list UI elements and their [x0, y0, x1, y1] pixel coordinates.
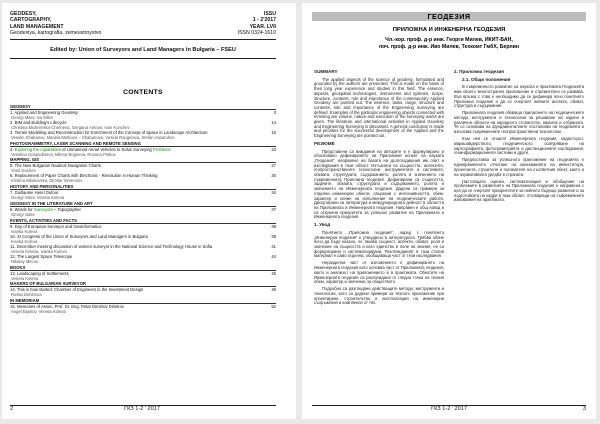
toc-page-number: 27	[271, 163, 276, 169]
toc-page-number: 3	[273, 109, 276, 115]
author-line: Чл.-кор. проф. д-р инж. Георги Милев, ИКИТ-БАН,	[385, 37, 513, 43]
toc-entry-title: 11. December meeting discussion of women surveyor in the National Science and Technology House in Sofia	[10, 243, 213, 249]
summary-heading: SUMMARY	[314, 69, 338, 74]
toc-highlighted-text: Surveyors	[33, 206, 53, 212]
journal-footer: ГКЗ 1-2 ' 2017	[124, 406, 160, 412]
toc-entry-title: 9. Day of European Surveyor and Geoinformatics	[10, 223, 102, 229]
toc-page-number: 14	[271, 119, 276, 125]
left-page	[2, 3, 296, 419]
body-paragraph: Предпоставка за успешното приложение на геодезията е едновременното отчитане на изискванията на инвеститора, проектанта, строителя и ползвателя на съответния обект, както и на нормативната уредба в страната.	[454, 157, 584, 177]
intro-paragraph: Неразделна част от изложението е дефинирането на Инженерната геодезия като основна част от Приложната геодезия, както и анализът на приложението ѝ в практиката. Обектите на Инженерната геодезия са разглеждани от гледна точка на техния обем, характер и значение за обществото.	[314, 260, 444, 285]
section-2-1-heading: 2.1. Общи положения	[462, 76, 511, 82]
body-paragraph: Настоящата оценка, систематизация и обобщение на проблемите в развитието на Приложната геодезия е направена с цел да се очертаят приоритетите за нейното бъдещо развитие и за подготовката на кадри в тази област, отговарящи на съвременните изисквания на практиката.	[454, 178, 584, 203]
journal-masthead	[10, 11, 170, 37]
toc-page-number: 16	[271, 129, 276, 135]
toc-page-number: 37	[271, 206, 276, 212]
toc-entry-authors: Veneta Koteva, Ivanka Koleva	[11, 248, 67, 254]
toc-page-number: 34	[271, 190, 276, 196]
edited-by: Edited by: Union of Surveyors and Land Managers in Bulgaria – FSEU	[50, 47, 236, 53]
toc-section-heading: EVENTS, ACTIVITIES AND FACTS	[10, 218, 276, 224]
toc-entry	[10, 287, 276, 292]
toc-entry-title: 14. This is how started: Chamber of Engineers in the Investment Design	[10, 287, 144, 293]
toc-page-number: 48	[271, 287, 276, 293]
toc-entry-title: 10. XI Congress of the Union of Surveyors and Land Managers in Bulgaria	[10, 233, 148, 239]
toc-page-number: 39	[271, 233, 276, 239]
author-line: поч. проф. д-р инж. Иво Милев, Техкомт ГмбХ, Берлин	[378, 43, 519, 50]
left-column	[314, 67, 444, 397]
masthead-line: CARTOGRAPHY,	[10, 17, 52, 24]
resume-heading: РЕЗЮМЕ	[314, 140, 335, 146]
toc-entry-authors: Ivanka Koleva	[11, 228, 38, 234]
toc-entry-title: 13. Landscaping of Settlements	[10, 270, 69, 276]
toc-page-number: 30	[271, 173, 276, 179]
toc-section-heading: HISTORY AND PERSONALITIES	[10, 184, 276, 190]
section-2-heading: 2. Приложна геодезия	[454, 69, 504, 74]
issue-year: YEAR. LVII	[249, 23, 276, 30]
toc-entry-authors: Ruska Dimitrova	[11, 292, 42, 298]
toc-title-part: of Unmanned Aerial Vehicles to Solve Surveying	[60, 146, 153, 152]
toc-page-number: 44	[271, 253, 276, 259]
masthead-line: GEODESY,	[10, 11, 37, 17]
journal-footer: ГКЗ 1-2 ' 2017	[431, 406, 467, 412]
right-column	[454, 67, 584, 397]
header-rule	[10, 39, 276, 40]
toc-section-heading: GEODESY	[10, 104, 276, 110]
toc-entry	[10, 234, 276, 239]
toc-section-heading: MAKERS OF BULGARIAN SURVEYOR	[10, 281, 276, 287]
toc-entry-title: 7. Guillaume Henri Dufour	[10, 190, 59, 196]
toc-page-number: 41	[271, 243, 276, 249]
issue-info	[180, 11, 276, 37]
toc-title-part: 4.	[10, 146, 15, 152]
summary-text: The applied aspects of the science of geodesy, formulated and grounded by the authors are presented. This is made on the basis of their long year experience and studies in this field. The essence, aspects, geospatial technologies, instruments and systems, scope, structure, contents, role and importance of the contemporary Applied Geodesy are pointed out. The essence, tasks, range, structure and contents, role and importance of the Engineering Surveying are defined. Examples of the particular engineering objects connected with trimming are volume, nature and execution of the surveying works are given. The literature and international activities in Applied Geodesy and Engineering Surveying is discussed. A general conclusion is made and priorities for the successful development of the Applied and the Engineering Surveying are pointed out.	[314, 76, 444, 139]
intro-paragraph: Понятието „Приложна геодезия“, наред с понятието „Инженерна геодезия“ е утвърдено в литературата. Трябва обаче ясно да бъде казано, че такава същност, аспекти, обхват, роля и значение на същността ѝ като единство и поле на знания, не са формулирани и систематизирани. Разглежданият в тази статия материал е само отделна, обобщаваща част от тези изследвания.	[314, 229, 444, 259]
toc-entry-authors: Georgi Valev, Veneta Koteva	[11, 195, 65, 201]
toc-entry-title: 3. Terrain Modelling and Reconstruction for Enrichment of the Concept of Space in Landscape Architecture	[10, 129, 208, 135]
toc-entry-authors: Angel Baykov, Veneta Koteva	[11, 309, 66, 315]
toc-page-number: 38	[271, 223, 276, 229]
toc-highlighted-text: Problems	[152, 146, 171, 152]
toc-title-part: 8. Words for	[10, 206, 34, 212]
toc-highlighted-text: Exploring the capabilities	[14, 146, 61, 152]
toc-entry-title: 2. BIM and Building's Lifecycle	[10, 119, 67, 125]
toc-page-number: 23	[271, 146, 276, 152]
masthead-line: LAND MANAGEMENT	[10, 23, 64, 30]
section-heading: ГЕОДЕЗИЯ	[427, 12, 471, 22]
issn: ISSN 0324-1610	[237, 30, 276, 37]
toc-entry-title: 12. The Largest Space Telescope	[10, 253, 73, 259]
toc-entry-authors: Georgi Valev	[11, 211, 35, 217]
toc-entry	[10, 254, 276, 259]
issue-label: ISSU	[263, 11, 276, 17]
toc-page-number: 45	[271, 270, 276, 276]
right-page	[302, 3, 596, 419]
toc-entry	[10, 110, 276, 115]
toc-entry	[10, 224, 276, 229]
issue-number: 1 - 2'2017	[252, 17, 276, 24]
toc-entry-authors: Veselin Shabanov, Mariela Metkova – Shabanova, Vesela Rangelova, Stefan Asparuhov	[11, 134, 175, 140]
article-authors	[312, 37, 586, 50]
toc-entry-authors: Nikolay Mitcov	[11, 258, 38, 264]
toc-entry-authors: Yordi Duchev	[11, 168, 36, 174]
contents-title: CONTENTS	[123, 89, 163, 96]
toc-entry	[10, 271, 276, 276]
toc-entry-authors: Veneta Koteva	[11, 275, 39, 281]
body-paragraph: Към нея се отнасят Инженерната геодезия, кадастърът, маркшайдерството, геодезическото осигуряване на картографията, фотограметрията и дистанционните изследвания, геоинформационните системи и други.	[454, 136, 584, 156]
toc-entry	[10, 147, 276, 152]
toc-entry-authors: Ivanka Koleva	[11, 238, 38, 244]
intro-heading: 1. Увод	[314, 222, 331, 228]
toc-section-heading: IN MEMORIAM	[10, 298, 276, 304]
toc-entry-title: 15. Memories of Assoc. Prof. Dr. Eng. Petar Dimitrov Dimitrov	[10, 304, 125, 310]
toc-entry-authors: Christina Mickrenska-Cherneva, Gergana Antova, Ivan Kunchev	[11, 124, 130, 130]
toc-section-heading: MAPPING, GIS	[10, 157, 276, 163]
body-paragraph: В съвременното развитие на науката и практиката Геодезията има своето многостранно приложение и стремително се развива. Във връзка с това е необходимо да се дефинира ясно понятието Приложна геодезия и да се очертаят нейните аспекти, обхват, структура и съдържание.	[454, 84, 584, 109]
resume-text: Представени са виждания на авторите и е формулирано и обосновано дефинирането на Приложния аспект на науката „Геодезия“, направено на базата на дългогодишния им опит и изследвания в тази област. Изтъкнати са същността, аспектите, геопространствените технологии, инструментите и системите, обхвата, структурата, съдържанието, ролята и значението на съвременната Приложна геодезия. Дефинирани са същността, задачите, обхвата, структурата и съдържанието, ролята и значението на Инженерната геодезия. Дадени са примери за отделни инженерни обекти, свързани с интензивността, обем, характер и начин на изпълнение на геодезическите работи. Дискутирани са литература и международната дейност в областта на Приложната и Инженерната геодезия. Направен е общ извод и са откроени приоритети за успешно развитие на Приложната и Инженерната геодезия.	[314, 148, 444, 220]
body-paragraph: Приложната геодезия обхваща прилагането на геодезическите методи, инструменти и технологии за решаване на задачи в различни области на народното стопанство, науката и отбраната. Тя се основава на фундаменталните постановки на геодезията и използва съвременните геопространствени технологии.	[454, 110, 584, 135]
toc-entry-title: 5. The New Bulgarian Nautical Navigation Charts	[10, 163, 101, 169]
toc-entry-title: 6. Replacement of Paper Charts with Electronic - Revolution in Human Thinking	[10, 173, 158, 179]
toc-entry-authors: Veselina Gospodinova, Milena Bogoeva, Roxana Petkov	[11, 151, 116, 157]
page-number: 2	[10, 406, 14, 412]
toc-entry-title	[10, 147, 262, 152]
intro-paragraph: Подробно са разгледани действащите методи, инструменти и технологии, като са дадени примери за тяхното приложение при проектиране, строителство и експлоатация на инженерни съоръжения и комплекси от тях.	[314, 286, 444, 306]
toc-page-number: 52	[271, 304, 276, 310]
page-number: 3	[582, 406, 586, 412]
toc-entry-authors: Kristina Milanovska, Dimitar Simeonov	[11, 178, 83, 184]
toc-section-heading: GEODESY IN THE LITERATURE AND ART	[10, 201, 276, 207]
toc-entry-authors: Georgi Milev, Ivo Milev	[11, 114, 54, 120]
article-title: ПРИЛОЖНА И ИНЖЕНЕРНА ГЕОДЕЗИЯ	[392, 27, 506, 33]
toc-title-part: – Topographer	[52, 206, 81, 212]
toc-entry	[10, 163, 276, 168]
toc-entry-title: 1. Applied and Engineering Geodesy	[10, 109, 78, 115]
table-of-contents	[10, 103, 276, 314]
toc-section-heading: PHOTOGRAMMETRY, LASER SCANNING AND REMOTE SENSING	[10, 141, 276, 147]
edited-rule	[10, 58, 276, 59]
toc-entry-title	[10, 207, 262, 212]
masthead-subtitle: Geodesiya, kartografia, zemeustroystvo	[10, 30, 102, 37]
toc-section-heading: BOOKS	[10, 265, 276, 271]
toc-entry	[10, 207, 276, 212]
